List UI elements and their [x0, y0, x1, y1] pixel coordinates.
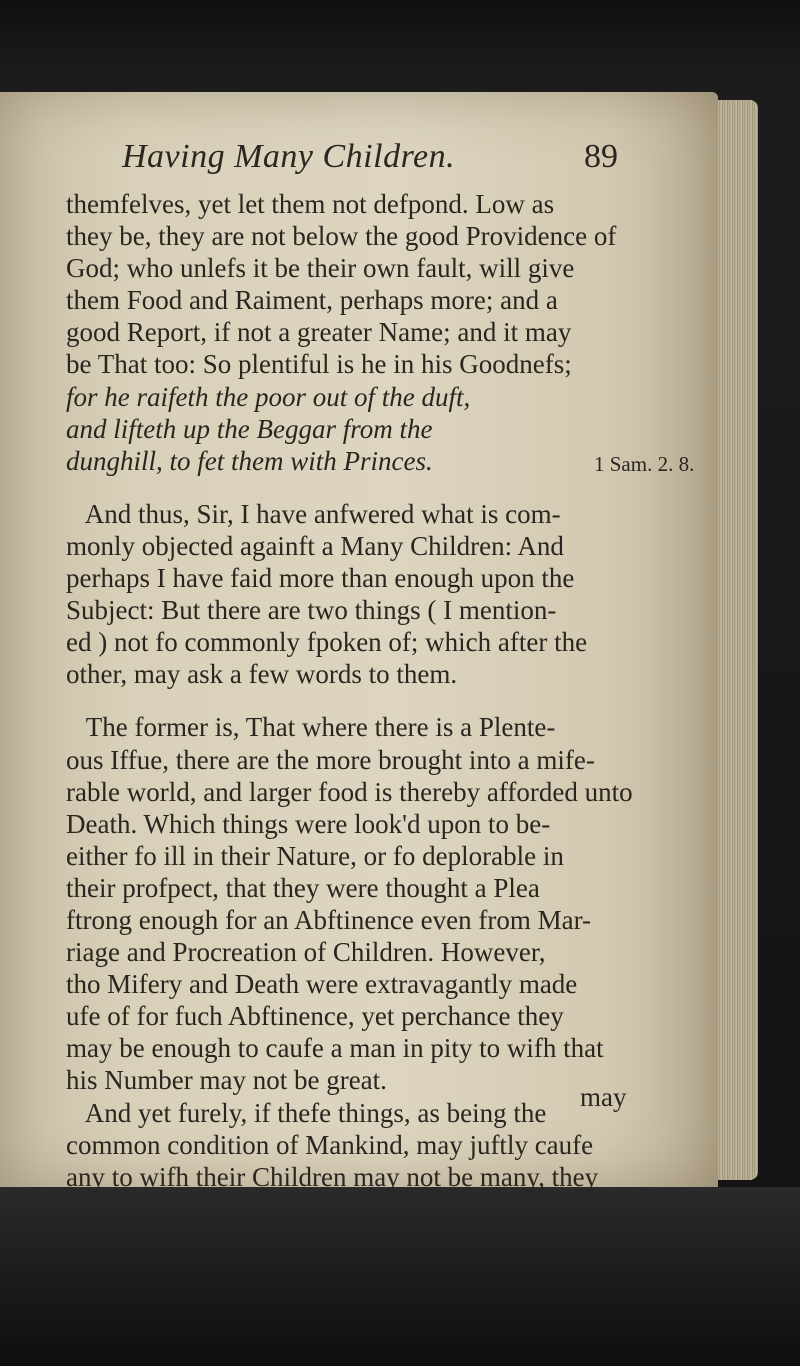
text-line: for he raifeth the poor out of the duft,: [66, 381, 471, 412]
running-head: Having Many Children.: [122, 138, 456, 175]
text-line: common condition of Mankind, may juftly caufe: [66, 1129, 594, 1160]
paragraph: [66, 711, 633, 1192]
text-line: Subject: But there are two things ( I mention-: [66, 595, 557, 626]
text-line: and lifteth up the Beggar from the: [66, 413, 433, 444]
text-line: other, may ask a few words to them.: [66, 659, 458, 690]
text-line: ous Iffue, there are the more brought into a mife-: [66, 744, 595, 775]
text-line: riage and Procreation of Children. However,: [66, 937, 546, 968]
text-line: perhaps I have faid more than enough upon the: [66, 563, 575, 594]
text-line: God; who unlefs it be their own fault, will give: [66, 253, 575, 284]
paragraph: [66, 188, 626, 477]
page-number: 89: [584, 138, 618, 175]
text-line: And thus, Sir, I have anfwered what is com-: [66, 498, 561, 529]
page-body: [66, 188, 633, 1214]
margin-note: 1 Sam. 2. 8.: [594, 452, 695, 476]
text-line: his Number may not be great.: [66, 1065, 387, 1096]
catchword: may: [580, 1082, 627, 1112]
text-line: may be enough to caufe a man in pity to wifh that: [66, 1033, 604, 1064]
text-line: rable world, and larger food is thereby afforded unto: [66, 776, 633, 807]
page-header: [0, 138, 718, 184]
text-line: Death. Which things were look'd upon to be-: [66, 808, 551, 839]
text-line: ufe of for fuch Abftinence, yet perchance they: [66, 1001, 564, 1032]
text-line: The former is, That where there is a Plente-: [66, 712, 556, 743]
text-line: And yet furely, if thefe things, as being the: [66, 1097, 547, 1128]
text-line: them Food and Raiment, perhaps more; and a: [66, 285, 558, 316]
page-edges: [718, 100, 758, 1180]
text-line: themfelves, yet let them not defpond. Low as: [66, 189, 555, 219]
text-line: ftrong enough for an Abftinence even from Mar-: [66, 904, 592, 935]
text-line: tho Mifery and Death were extravagantly made: [66, 969, 578, 1000]
background-bottom: [0, 1187, 800, 1366]
paragraph: [66, 498, 626, 691]
text-line: they be, they are not below the good Providence of: [66, 221, 617, 252]
text-line: their profpect, that they were thought a Plea: [66, 872, 540, 903]
text-line: dunghill, to fet them with Princes.: [66, 445, 433, 476]
text-line: be That too: So plentiful is he in his Goodnefs;: [66, 349, 572, 380]
text-line: either fo ill in their Nature, or fo deplorable in: [66, 840, 564, 871]
text-line: good Report, if not a greater Name; and it may: [66, 317, 572, 348]
text-line: monly objected againft a Many Children: And: [66, 530, 564, 561]
text-line: any to wifh their Children may not be many, they: [66, 1161, 599, 1192]
text-line: ed ) not fo commonly fpoken of; which after the: [66, 627, 588, 658]
